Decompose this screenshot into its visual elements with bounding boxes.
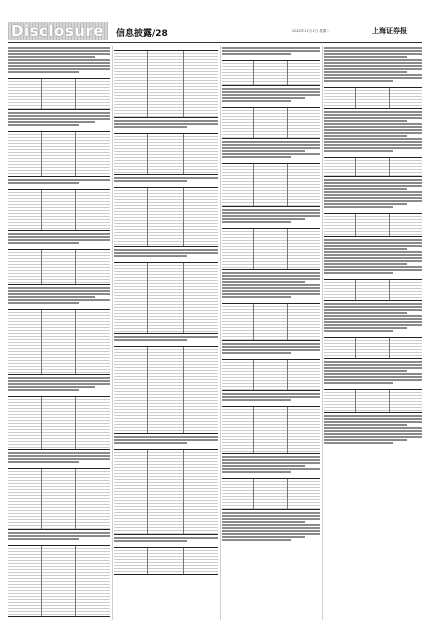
text-paragraph (222, 47, 320, 55)
text-line (324, 415, 422, 417)
data-table (222, 303, 320, 341)
text-line (114, 336, 218, 338)
text-line (324, 50, 422, 52)
text-line (324, 197, 422, 199)
text-line (324, 373, 422, 375)
data-table (222, 406, 320, 454)
text-line (324, 71, 407, 73)
text-line (324, 182, 422, 184)
text-line (324, 433, 422, 435)
text-line (8, 71, 79, 73)
text-line (324, 318, 422, 320)
text-line (114, 339, 187, 341)
text-line (8, 452, 110, 454)
text-paragraph (114, 336, 218, 341)
text-line (222, 215, 320, 217)
data-table (8, 309, 110, 375)
text-paragraph (114, 120, 218, 128)
text-line (8, 179, 110, 181)
text-line (222, 53, 291, 55)
table-caption (114, 445, 218, 448)
text-paragraph (8, 179, 110, 184)
table-caption (8, 127, 110, 130)
text-paragraph (114, 537, 218, 542)
table-caption (222, 159, 320, 162)
text-line (8, 377, 110, 379)
text-paragraph (222, 512, 320, 541)
text-line (222, 97, 305, 99)
text-line (222, 218, 305, 220)
text-line (8, 236, 110, 238)
text-line (324, 141, 422, 143)
text-line (8, 115, 110, 117)
text-line (324, 77, 422, 79)
text-line (324, 188, 407, 190)
table-caption (8, 305, 110, 308)
table-caption (324, 385, 422, 388)
text-line (324, 327, 407, 329)
text-line (114, 540, 187, 542)
text-line (324, 379, 422, 381)
table-caption (222, 355, 320, 358)
data-table (324, 279, 422, 301)
text-line (324, 436, 422, 438)
data-table (222, 107, 320, 139)
text-line (222, 293, 320, 295)
text-line (8, 383, 110, 385)
text-line (222, 150, 305, 152)
text-paragraph (222, 343, 320, 354)
text-line (324, 245, 422, 247)
text-line (324, 427, 422, 429)
text-line (324, 315, 422, 317)
text-line (8, 538, 79, 540)
text-paragraph (222, 393, 320, 401)
table-caption (324, 153, 422, 156)
newspaper-name: 上海证券报 (372, 26, 407, 35)
text-line (8, 182, 79, 184)
text-line (222, 47, 320, 49)
data-table (114, 346, 218, 434)
data-table (324, 389, 422, 413)
table-caption (222, 402, 320, 405)
table-caption (324, 333, 422, 336)
text-line (222, 459, 320, 461)
text-line (8, 68, 110, 70)
table-caption (324, 83, 422, 86)
table-caption (114, 258, 218, 261)
text-line (8, 56, 95, 58)
table-caption (8, 74, 110, 77)
text-paragraph (114, 249, 218, 257)
text-line (8, 118, 110, 120)
text-line (324, 242, 422, 244)
text-line (222, 94, 320, 96)
text-line (8, 455, 110, 457)
text-line (324, 185, 422, 187)
text-line (222, 290, 320, 292)
text-line (222, 209, 320, 211)
table-caption (222, 103, 320, 106)
text-line (324, 135, 407, 137)
text-line (324, 306, 422, 308)
text-line (114, 436, 218, 438)
text-line (324, 144, 422, 146)
data-table (8, 468, 110, 530)
text-line (222, 88, 320, 90)
text-line (222, 512, 320, 514)
text-line (222, 524, 320, 526)
text-line (114, 537, 218, 539)
text-line (324, 65, 422, 67)
table-caption (8, 185, 110, 188)
text-line (222, 50, 320, 52)
text-line (222, 221, 291, 223)
text-paragraph (324, 47, 422, 82)
text-line (324, 364, 422, 366)
table-caption (222, 474, 320, 477)
text-line (222, 515, 320, 517)
data-table (8, 189, 110, 231)
text-line (222, 462, 320, 464)
text-line (324, 248, 407, 250)
text-line (222, 281, 305, 283)
text-line (8, 233, 110, 235)
column-4 (324, 46, 422, 620)
text-line (222, 527, 320, 529)
table-caption (114, 129, 218, 132)
text-line (324, 442, 393, 444)
text-line (222, 399, 291, 401)
text-line (8, 47, 110, 49)
text-paragraph (222, 141, 320, 158)
text-line (324, 370, 407, 372)
text-line (324, 179, 422, 181)
text-line (324, 421, 422, 423)
text-line (324, 309, 422, 311)
text-line (324, 117, 422, 119)
text-line (324, 439, 407, 441)
data-table (222, 228, 320, 270)
data-table (324, 87, 422, 109)
column-divider (322, 46, 323, 620)
text-paragraph (8, 287, 110, 304)
text-line (8, 290, 110, 292)
text-line (8, 287, 110, 289)
table-caption (8, 464, 110, 467)
column-1 (8, 46, 110, 620)
text-line (324, 367, 422, 369)
data-table (114, 449, 218, 535)
text-line (8, 59, 110, 61)
text-line (324, 80, 393, 82)
text-line (324, 263, 407, 265)
text-line (324, 254, 422, 256)
text-line (8, 62, 110, 64)
text-line (8, 239, 110, 241)
table-caption (114, 183, 218, 186)
text-paragraph (324, 111, 422, 152)
text-paragraph (8, 233, 110, 244)
text-line (222, 396, 320, 398)
table-caption (114, 46, 218, 49)
text-line (324, 272, 393, 274)
text-line (324, 56, 407, 58)
table-caption (114, 342, 218, 345)
text-line (324, 194, 422, 196)
text-line (222, 471, 291, 473)
brand-logo: Disclosure (8, 22, 108, 40)
text-paragraph (8, 112, 110, 126)
text-line (222, 144, 320, 146)
text-line (324, 382, 393, 384)
text-line (8, 380, 110, 382)
text-line (8, 53, 110, 55)
text-line (324, 68, 422, 70)
text-line (222, 284, 320, 286)
text-paragraph (324, 415, 422, 444)
text-line (222, 141, 320, 143)
text-line (222, 530, 320, 532)
text-line (324, 132, 422, 134)
data-table (114, 187, 218, 247)
text-line (324, 324, 422, 326)
text-line (8, 296, 95, 298)
text-line (222, 349, 320, 351)
text-line (324, 203, 407, 205)
text-line (222, 352, 291, 354)
text-line (222, 287, 320, 289)
section-title: 信息披露/28 (116, 29, 168, 39)
data-table (324, 213, 422, 237)
text-line (8, 124, 79, 126)
table-caption (8, 541, 110, 544)
text-line (222, 278, 320, 280)
text-line (222, 456, 320, 458)
text-paragraph (8, 377, 110, 391)
text-line (324, 303, 422, 305)
data-table (222, 163, 320, 207)
text-line (8, 293, 110, 295)
text-line (222, 468, 320, 470)
text-line (8, 461, 79, 463)
text-line (324, 129, 422, 131)
text-line (324, 126, 422, 128)
table-caption (222, 56, 320, 59)
data-table (324, 157, 422, 177)
text-line (222, 346, 320, 348)
text-line (222, 275, 320, 277)
text-line (222, 518, 320, 520)
text-line (114, 249, 218, 251)
text-paragraph (8, 47, 110, 73)
column-3 (222, 46, 320, 620)
text-line (324, 257, 422, 259)
table-caption (222, 224, 320, 227)
text-line (324, 260, 422, 262)
masthead (0, 0, 428, 44)
text-line (8, 532, 110, 534)
text-line (222, 153, 320, 155)
text-line (324, 251, 422, 253)
text-line (324, 138, 422, 140)
text-line (8, 458, 110, 460)
text-line (222, 156, 291, 158)
text-line (324, 200, 422, 202)
text-line (324, 239, 422, 241)
text-paragraph (114, 177, 218, 182)
text-line (8, 302, 79, 304)
text-line (324, 62, 422, 64)
text-paragraph (222, 88, 320, 102)
text-line (222, 91, 320, 93)
text-line (324, 376, 422, 378)
text-line (8, 386, 95, 388)
text-line (8, 242, 79, 244)
text-line (324, 361, 422, 363)
text-line (8, 535, 110, 537)
text-line (324, 312, 407, 314)
text-line (324, 59, 422, 61)
text-line (8, 121, 95, 123)
column-divider (112, 46, 113, 620)
text-line (324, 123, 422, 125)
text-paragraph (222, 209, 320, 223)
data-table (324, 337, 422, 359)
text-line (324, 321, 422, 323)
data-table (8, 78, 110, 110)
text-line (222, 539, 291, 541)
text-line (324, 418, 422, 420)
data-table (222, 478, 320, 510)
text-line (8, 50, 110, 52)
text-line (8, 112, 110, 114)
text-paragraph (222, 456, 320, 473)
table-caption (114, 543, 218, 546)
text-line (222, 343, 320, 345)
table-caption (324, 275, 422, 278)
text-line (222, 272, 320, 274)
text-line (8, 389, 79, 391)
header-rule (8, 42, 422, 43)
text-line (222, 147, 320, 149)
text-line (222, 521, 305, 523)
text-line (222, 296, 291, 298)
text-line (324, 47, 422, 49)
text-line (324, 191, 422, 193)
data-table (114, 133, 218, 175)
text-paragraph (8, 532, 110, 540)
text-paragraph (324, 303, 422, 332)
table-caption (8, 245, 110, 248)
text-line (114, 439, 218, 441)
text-paragraph (222, 272, 320, 298)
text-line (324, 114, 422, 116)
text-paragraph (114, 436, 218, 444)
data-table (8, 396, 110, 450)
text-line (222, 465, 305, 467)
text-line (222, 212, 320, 214)
text-paragraph (324, 179, 422, 208)
data-table (222, 359, 320, 391)
text-paragraph (324, 239, 422, 274)
table-caption (8, 392, 110, 395)
data-table (114, 50, 218, 118)
text-line (8, 299, 110, 301)
text-line (324, 269, 422, 271)
text-line (222, 536, 305, 538)
text-line (324, 206, 393, 208)
text-line (222, 533, 320, 535)
text-line (114, 120, 218, 122)
data-table (222, 60, 320, 86)
text-line (324, 150, 393, 152)
issue-date: 2022年11月1日 星期二 (292, 29, 330, 33)
data-table (114, 547, 218, 575)
text-line (324, 111, 422, 113)
text-line (324, 147, 422, 149)
text-line (324, 424, 407, 426)
text-line (222, 393, 320, 395)
table-caption (324, 209, 422, 212)
column-2 (114, 46, 218, 620)
text-line (222, 100, 291, 102)
text-line (114, 442, 187, 444)
text-paragraph (8, 452, 110, 463)
text-paragraph (324, 361, 422, 384)
table-caption (222, 299, 320, 302)
data-table (8, 131, 110, 177)
text-line (114, 123, 218, 125)
data-table (114, 262, 218, 334)
data-table (8, 249, 110, 285)
text-line (324, 330, 393, 332)
text-line (324, 430, 422, 432)
text-line (114, 177, 218, 179)
text-line (324, 120, 407, 122)
text-line (8, 65, 110, 67)
text-line (114, 252, 218, 254)
text-line (324, 53, 422, 55)
text-line (114, 180, 187, 182)
data-table (8, 545, 110, 617)
text-line (324, 266, 422, 268)
text-line (114, 126, 187, 128)
text-line (324, 74, 422, 76)
column-divider (220, 46, 221, 620)
text-line (114, 255, 187, 257)
